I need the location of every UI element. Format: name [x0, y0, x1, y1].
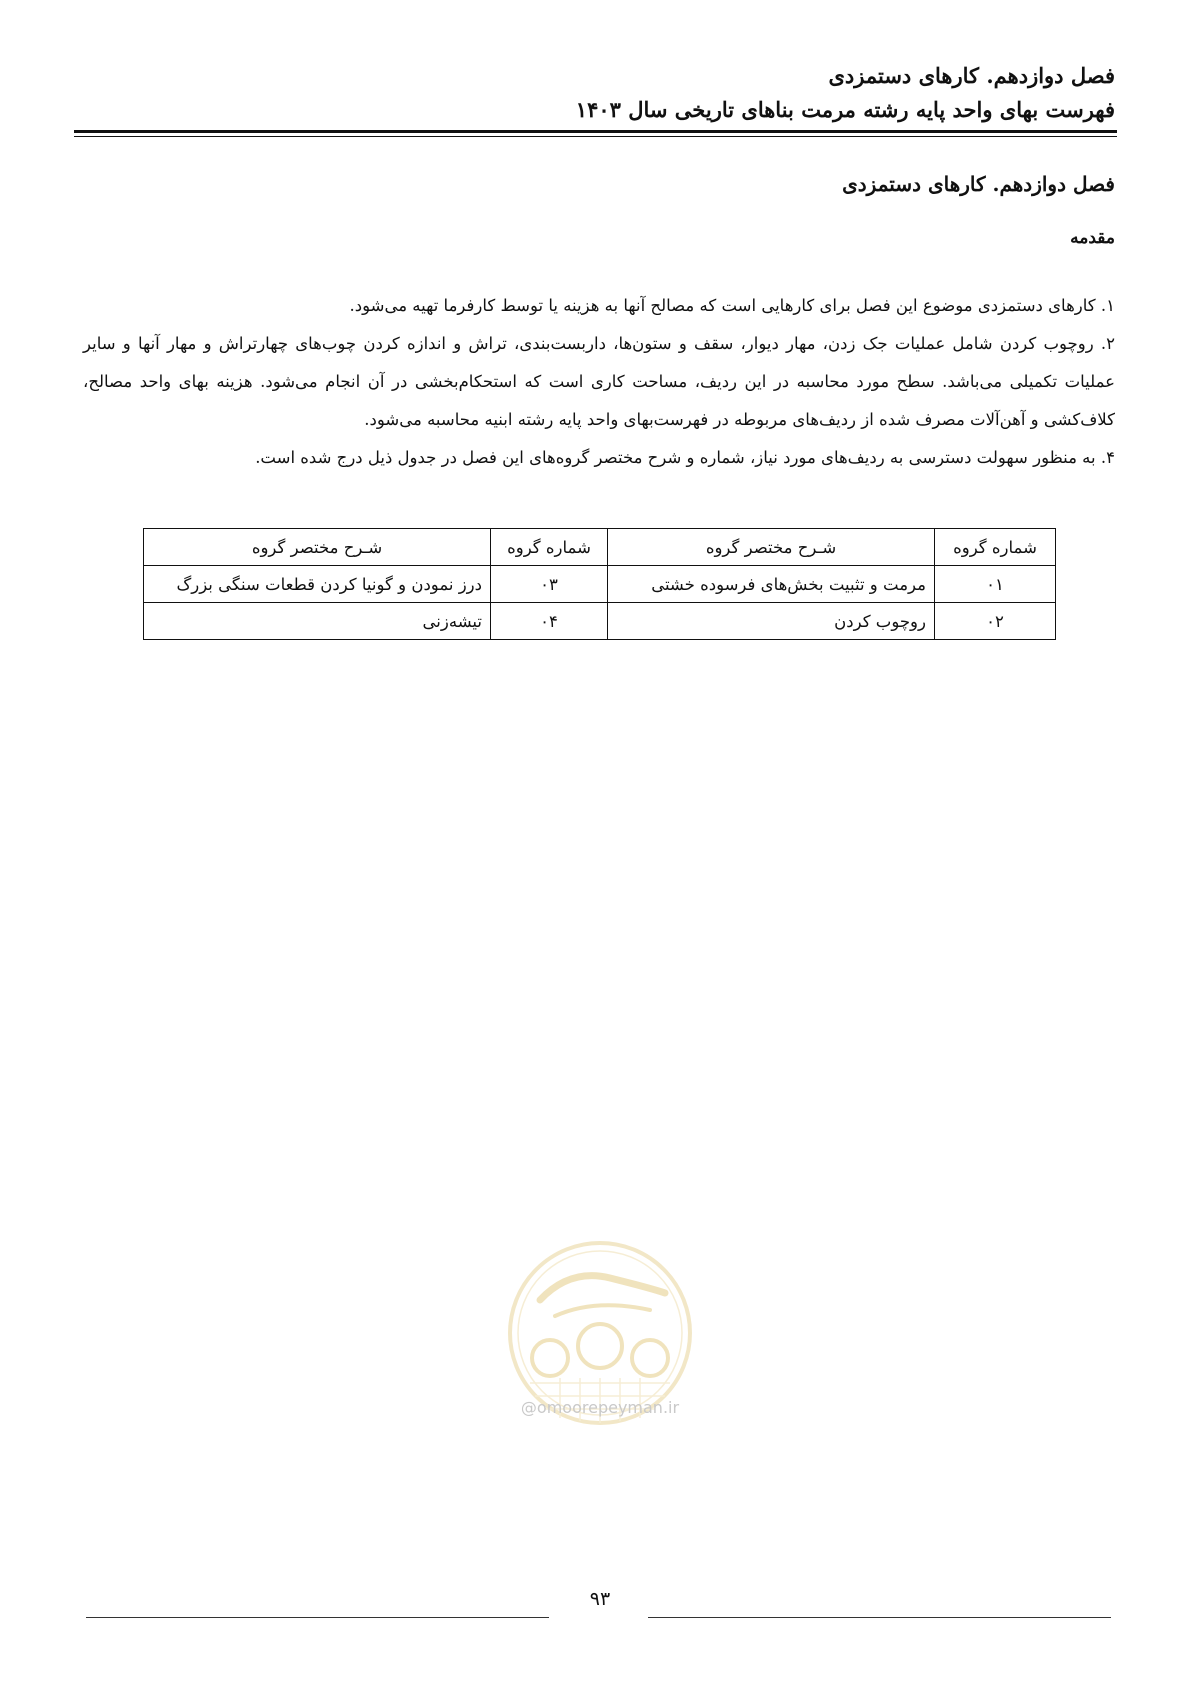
group-number-cell: ۰۴ [491, 603, 608, 640]
table-row [144, 566, 1056, 603]
watermark-url: @omoorepeyman.ir [520, 1398, 680, 1417]
footer-divider-right [648, 1617, 1111, 1618]
header-book-title: فهرست بهای واحد پایه رشته مرمت بناهای تاریخی سال ۱۴۰۳ [575, 97, 1115, 122]
footer-divider-left [86, 1617, 549, 1618]
intro-body [83, 287, 1115, 477]
paragraph-1: ۱. کارهای دستمزدی موضوع این فصل برای کارهایی است که مصالح آنها به هزینه یا توسط کارفرما تهیه می‌شود. [349, 296, 1115, 315]
group-number-cell: ۰۳ [491, 566, 608, 603]
intro-heading: مقدمه [1070, 228, 1115, 248]
group-description-cell: درز نمودن و گونیا کردن قطعات سنگی بزرگ [144, 566, 491, 603]
chapter-title: فصل دوازدهم. کارهای دستمزدی [842, 172, 1115, 196]
paragraph-4: ۴. به منظور سهولت دسترسی به ردیف‌های مورد نیاز، شماره و شرح مختصر گروه‌های این فصل در جدول ذیل درج شده است. [255, 448, 1115, 467]
header-chapter-title: فصل دوازدهم. کارهای دستمزدی [828, 63, 1115, 88]
column-header-group-description: شـرح مختصر گروه [608, 529, 935, 566]
page-number: ۹۳ [589, 1588, 611, 1610]
groups-table [143, 528, 1056, 640]
column-header-group-number: شماره گروه [491, 529, 608, 566]
group-number-cell: ۰۱ [935, 566, 1056, 603]
group-number-cell: ۰۲ [935, 603, 1056, 640]
header-divider [74, 130, 1117, 137]
group-description-cell: مرمت و تثبیت بخش‌های فرسوده خشتی [608, 566, 935, 603]
paragraph-2: ۲. روچوب کردن شامل عملیات جک زدن، مهار دیوار، سقف و ستون‌ها، داربست‌بندی، تراش و اندازه کردن چوب‌های چهارتراش و مهار آنها و سایر عملیات تکمیلی می‌باشد. سطح مورد محاسبه در این ردیف، مساحت کاری است که استحکام‌بخشی در آن انجام می‌شود. هزینه بهای واحد مصالح، کلاف‌کشی و آهن‌آلات مصرف شده از ردیف‌های مربوطه در فهرست‌بهای واحد پایه رشته ابنیه محاسبه می‌شود. [83, 334, 1115, 429]
table-row [144, 603, 1056, 640]
column-header-group-description: شـرح مختصر گروه [144, 529, 491, 566]
group-description-cell: تیشه‌زنی [144, 603, 491, 640]
column-header-group-number: شماره گروه [935, 529, 1056, 566]
table-header-row [144, 529, 1056, 566]
group-description-cell: روچوب کردن [608, 603, 935, 640]
